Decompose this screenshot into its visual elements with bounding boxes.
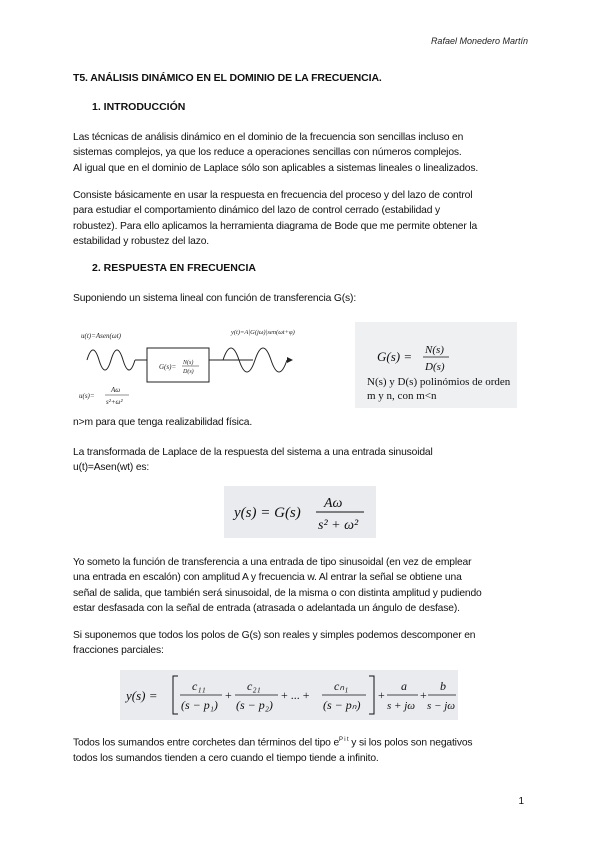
paragraph-terms (73, 733, 533, 766)
page-number: 1 (518, 796, 524, 807)
eq2-lhs: y(s) = (126, 688, 158, 703)
eq2-term4-denominator: s + jω (387, 700, 416, 712)
paragraph-intro-2 (73, 188, 533, 249)
input-sine-wave (87, 350, 135, 370)
terms-superscript: P i t (339, 737, 349, 743)
text-line: Suponiendo un sistema lineal con función de transferencia G(s): (73, 293, 357, 304)
header-author: Rafael Monedero Martín (430, 36, 528, 46)
g-numerator: N(s) (425, 344, 444, 356)
paragraph-intro-1 (73, 130, 533, 176)
g-of-s-equation (375, 340, 475, 374)
section-heading-introduccion: 1. INTRODUCCIÓN (92, 101, 186, 113)
output-label: y(t)=A|G(jω)|sen(ωt+φ) (231, 329, 295, 336)
eq2-term3-denominator: (s − pₙ) (323, 698, 361, 712)
paragraph-suppose (73, 291, 533, 306)
text-line: sistemas complejos, ya que los reduce a operaciones sencillas con números complejos. (73, 147, 462, 159)
eq2-plus-3: + (420, 688, 427, 702)
eq2-term5-numerator: b (440, 679, 446, 693)
output-arrow-head (287, 357, 293, 363)
eq2-left-bracket (173, 676, 178, 714)
eq2-term4-numerator: a (401, 679, 407, 693)
eq1-denominator: s² + ω² (318, 518, 359, 533)
text-line: Las técnicas de análisis dinámico en el dominio de la frecuencia son sencillas incluso en (73, 132, 464, 143)
equation-1-box (224, 486, 376, 538)
input-label: u(t)=Asen(ωt) (81, 332, 121, 340)
text-line: para estudiar el comportamiento dinámico del lazo de control cerrado (estabilidad y (73, 205, 441, 217)
eq2-term2-denominator: (s − p₂) (236, 698, 273, 712)
laplace-input-label: u(s)= (79, 392, 95, 400)
text-line: fracciones parciales: (73, 645, 164, 657)
paragraph-poles (73, 628, 533, 659)
block-diagram (73, 322, 355, 408)
terms-text-a: Todos los sumandos entre corchetes dan términos del tipo e (73, 737, 340, 749)
block-numerator: N(s) (183, 360, 194, 366)
eq2-plus-2: + (378, 688, 385, 702)
text-line: todos los sumandos tienden a cero cuando el tiempo tiende a infinito. (73, 752, 379, 764)
eq2-dots: + ... + (281, 688, 310, 702)
text-line: Al igual que en el dominio de Laplace sólo son aplicables a sistemas lineales o linealizados. (73, 162, 479, 174)
equation-2-box (120, 670, 458, 720)
text-line: La transformada de Laplace de la respuesta del sistema a una entrada sinusoidal (73, 447, 433, 458)
eq2-term2-numerator: c₂₁ (247, 679, 261, 693)
eq2-term1-numerator: c₁₁ (192, 679, 206, 693)
eq2-term3-numerator: cₙ₁ (334, 679, 349, 693)
section-heading-respuesta: 2. RESPUESTA EN FRECUENCIA (92, 262, 256, 274)
eq2-right-bracket (369, 676, 374, 714)
terms-text-b: y si los polos son negativos (348, 737, 473, 749)
eq2-term1-denominator: (s − p₁) (181, 698, 218, 712)
text-line: señal de salida, que también será sinusoidal, de la misma o con distinta amplitud y pudiendo (73, 587, 482, 599)
equation-1-svg (224, 486, 376, 538)
document-title: T5. ANÁLISIS DINÁMICO EN EL DOMINIO DE LA FRECUENCIA. (73, 72, 382, 84)
text-line: n>m para que tenga realizabilidad física. (73, 417, 253, 428)
text-line (73, 733, 533, 751)
block-denominator: D(s) (183, 369, 194, 375)
eq2-term5-denominator: s − jω (427, 700, 456, 712)
text-line: estar desfasada con la señal de entrada (atrasada o adelantada un ángulo de desfase). (73, 602, 460, 614)
block-diagram-svg (73, 322, 355, 408)
eq1-lhs: y(s) = G(s) (234, 505, 301, 521)
block-label: G(s)= (159, 363, 177, 371)
paragraph-laplace (73, 445, 533, 476)
g-denominator: D(s) (425, 361, 445, 373)
paragraph-realizability (73, 415, 533, 430)
system-block (147, 348, 209, 382)
text-line: Yo someto la función de transferencia a una entrada de tipo sinusoidal (en vez de emplear (73, 557, 472, 568)
text-line: Si suponemos que todos los polos de G(s) son reales y simples podemos descomponer en (73, 630, 476, 641)
eq1-numerator: Aω (324, 496, 343, 511)
paragraph-sinusoidal (73, 555, 533, 616)
text-line: Consiste básicamente en usar la respuesta en frecuencia del proceso y del lazo de control (73, 190, 473, 201)
text-line: robustez). Para ello aplicamos la herramienta diagrama de Bode que me permite obtener la (73, 220, 478, 232)
g-lhs: G(s) = (377, 349, 413, 364)
text-line: estabilidad y robustez del lazo. (73, 235, 210, 247)
text-line: u(t)=Asen(wt) es: (73, 462, 150, 474)
laplace-input-numerator: Aω (111, 386, 121, 394)
eq2-plus-1: + (225, 688, 232, 702)
polynomial-note: N(s) y D(s) polinómios de orden m y n, con m<n (367, 376, 511, 402)
laplace-input-denominator: s²+ω² (106, 398, 123, 406)
text-line: una entrada en escalón) con amplitud A y frecuencia w. Al entrar la señal se obtiene una (73, 572, 462, 584)
equation-2-svg (120, 670, 458, 720)
